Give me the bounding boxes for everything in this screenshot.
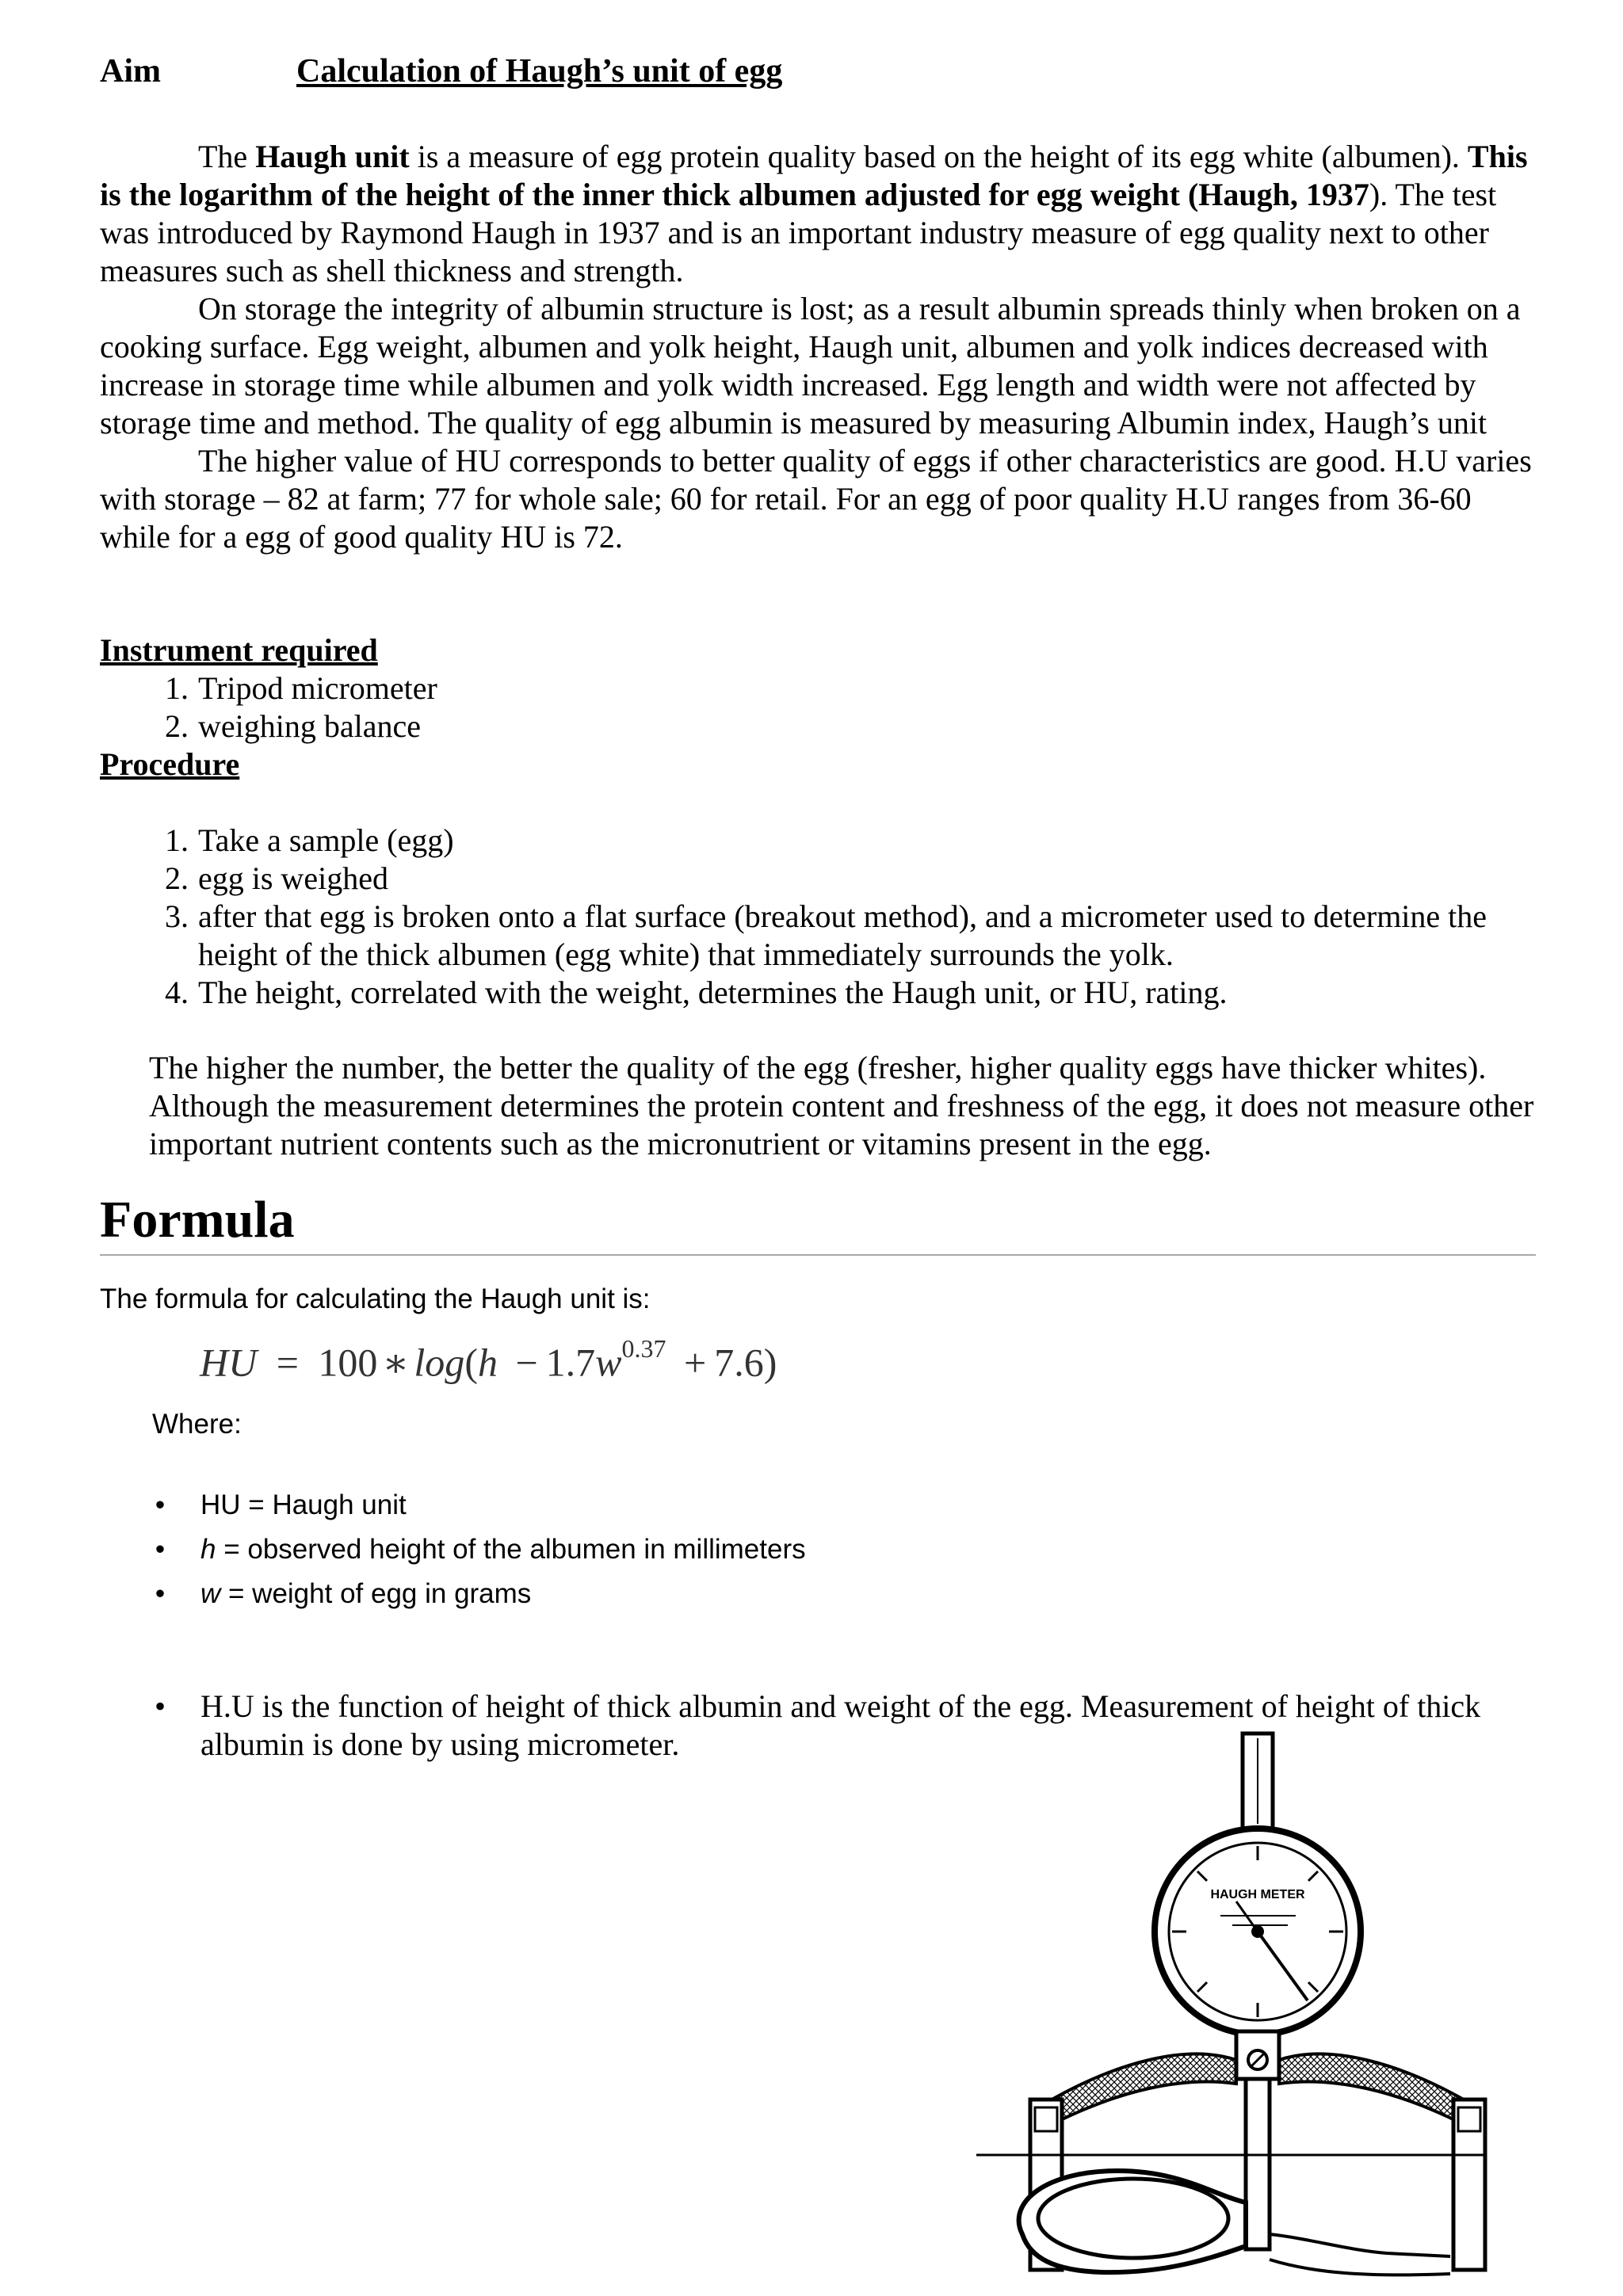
- formula-intro: The formula for calculating the Haugh unit is:: [100, 1283, 651, 1314]
- list-item: 3. after that egg is broken onto a flat surface (breakout method), and a micrometer used to determine the height of the thick albumen (egg white) that immediately surrounds the yolk.: [165, 898, 1487, 972]
- list-item: 4. The height, correlated with the weight, determines the Haugh unit, or HU, rating.: [165, 974, 1228, 1010]
- intro-paragraph-2: On storage the integrity of albumin structure is lost; as a result albumin spreads thinly when broken on a cooking surface. Egg weight, albumen and yolk height, Haugh unit, albumen and yolk indices decreased with increase in storage time while albumen and yolk width increased. Egg length and width were not affected by storage time and method. The quality of egg albumin is measured by measuring Albumin index, Haugh’s unit: [100, 291, 1521, 441]
- dial-label: HAUGH METER: [1210, 1888, 1305, 1901]
- intro-section: [100, 138, 1544, 556]
- instrument-list: [149, 669, 1496, 746]
- formula-expression: HU = 100 ∗ $\log(h - 1.7w^{0.37} + 7.6)$: [200, 1334, 777, 1385]
- aim-label: Aim: [100, 53, 161, 90]
- procedure-note: The higher the number, the better the quality of the egg (fresher, higher quality eggs have thicker whites). Although the measurement determines the protein content and freshness of the egg, it does not measure other important nutrient contents such as the micronutrient or vitamins present in the egg.: [149, 1050, 1534, 1161]
- closing-statement: • H.U is the function of height of thick albumin and weight of the egg. Measurement of height of thick albumin is done by using micrometer.: [155, 1688, 1481, 1762]
- intro-paragraph-3: The higher value of HU corresponds to better quality of eggs if other characteristics are good. H.U varies with storage – 82 at farm; 77 for whole sale; 60 for retail. For an egg of poor quality H.U ranges from 36-60 while for a egg of good quality HU is 72.: [100, 443, 1532, 555]
- list-item: 2. egg is weighed: [165, 860, 388, 896]
- list-item: • h = observed height of the albumen in millimeters: [155, 1534, 806, 1565]
- where-label: Where:: [152, 1409, 242, 1440]
- formula-heading: Formula: [100, 1191, 295, 1249]
- heading-rule: [100, 1254, 1536, 1256]
- list-item: 1. Take a sample (egg): [165, 822, 454, 858]
- tripod-micrometer-figure: [975, 1727, 1514, 2282]
- list-item: • w = weight of egg in grams: [155, 1578, 532, 1609]
- list-item: 2. weighing balance: [165, 708, 421, 744]
- intro-paragraph-1: The Haugh unit is a measure of egg protein quality based on the height of its egg white (albumen). This is the logarithm of the height of the inner thick albumen adjusted for egg weight (Haugh, 1937). The test was introduced by Raymond Haugh in 1937 and is an important industry measure of egg quality next to other measures such as shell thickness and strength.: [100, 139, 1528, 288]
- procedure-heading: Procedure: [100, 746, 240, 782]
- instrument-heading: Instrument required: [100, 632, 378, 668]
- page-title: Calculation of Haugh’s unit of egg: [296, 53, 783, 90]
- definition-list: [155, 1483, 1423, 1616]
- list-item: • HU = Haugh unit: [155, 1489, 407, 1520]
- procedure-list: [149, 822, 1544, 1012]
- list-item: 1. Tripod micrometer: [165, 670, 437, 706]
